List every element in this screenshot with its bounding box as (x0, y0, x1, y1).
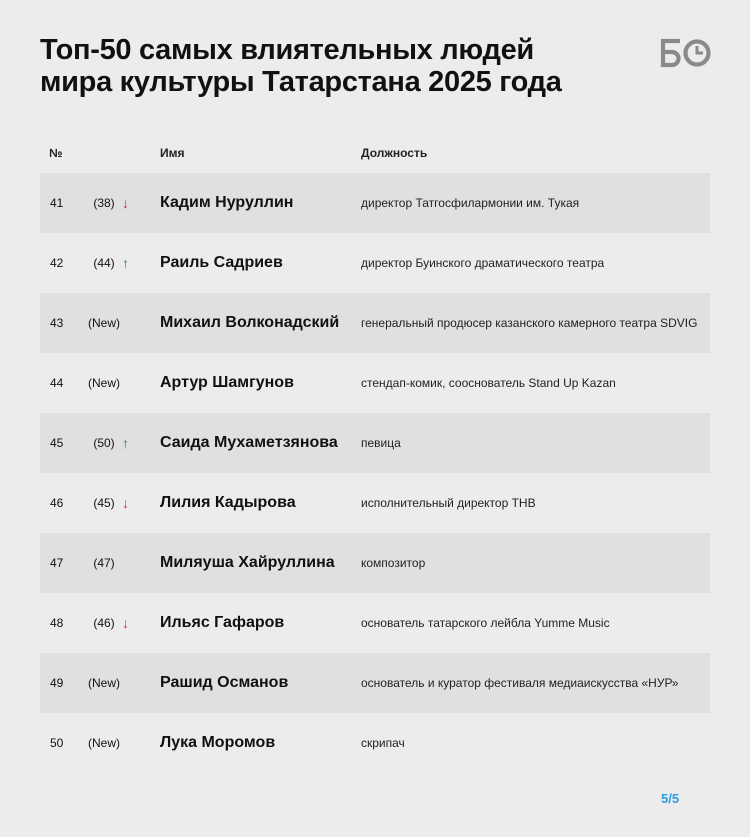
person-position: основатель и куратор фестиваля медиаискусства «НУР» (361, 676, 679, 690)
person-position: певица (361, 436, 401, 450)
rank-number: 50 (50, 736, 64, 750)
person-position: исполнительный директор ТНВ (361, 496, 536, 510)
previous-rank: (46) (93, 616, 115, 630)
person-position: композитор (361, 556, 426, 570)
header-position: Должность (361, 146, 428, 160)
table-row (40, 653, 710, 713)
previous-rank: (50) (93, 436, 115, 450)
bo-logo (660, 38, 712, 68)
trend-up-icon: ↑ (122, 435, 129, 451)
rank-number: 41 (50, 196, 64, 210)
person-position: скрипач (361, 736, 405, 750)
rank-number: 47 (50, 556, 64, 570)
rank-number: 43 (50, 316, 64, 330)
title-line-2: мира культуры Татарстана 2025 года (40, 66, 562, 98)
table-row (40, 353, 710, 413)
page-title (40, 34, 640, 98)
rank-number: 46 (50, 496, 64, 510)
trend-down-icon: ↓ (122, 195, 129, 211)
table-row (40, 233, 710, 293)
person-name: Михаил Волконадский (160, 314, 340, 331)
rank-number: 42 (50, 256, 64, 270)
table-row (40, 473, 710, 533)
person-name: Миляуша Хайруллина (160, 554, 335, 571)
previous-rank: (New) (88, 676, 120, 690)
table-row (40, 293, 710, 353)
trend-down-icon: ↓ (122, 495, 129, 511)
person-name: Рашид Османов (160, 674, 289, 691)
person-name: Саида Мухаметзянова (160, 434, 338, 451)
person-position: основатель татарского лейбла Yumme Music (361, 616, 610, 630)
previous-rank: (New) (88, 376, 120, 390)
table-row (40, 413, 710, 473)
person-name: Кадим Нуруллин (160, 194, 294, 211)
table-row (40, 713, 710, 773)
table-header (40, 146, 710, 162)
person-position: генеральный продюсер казанского камерного театра SDVIG (361, 316, 698, 330)
person-name: Артур Шамгунов (160, 374, 294, 391)
title-line-1: Топ-50 самых влиятельных людей (40, 34, 534, 66)
previous-rank: (45) (93, 496, 115, 510)
person-name: Ильяс Гафаров (160, 614, 285, 631)
previous-rank: (47) (93, 556, 115, 570)
person-position: стендап-комик, сооснователь Stand Up Kazan (361, 376, 616, 390)
table-row (40, 593, 710, 653)
page-indicator: 5/5 (661, 791, 680, 806)
header-number: № (49, 146, 63, 160)
previous-rank: (44) (93, 256, 115, 270)
previous-rank: (New) (88, 316, 120, 330)
person-position: директор Татгосфилармонии им. Тукая (361, 196, 580, 210)
person-position: директор Буинского драматического театра (361, 256, 605, 270)
previous-rank: (38) (93, 196, 115, 210)
rank-number: 49 (50, 676, 64, 690)
person-name: Лилия Кадырова (160, 494, 296, 511)
person-name: Лука Моромов (160, 734, 276, 751)
table-row (40, 533, 710, 593)
ranking-table (40, 173, 710, 773)
trend-up-icon: ↑ (122, 255, 129, 271)
table-row (40, 173, 710, 233)
trend-down-icon: ↓ (122, 615, 129, 631)
person-name: Раиль Садриев (160, 254, 283, 271)
header-name: Имя (160, 146, 185, 160)
rank-number: 45 (50, 436, 64, 450)
previous-rank: (New) (88, 736, 120, 750)
rank-number: 44 (50, 376, 64, 390)
rank-number: 48 (50, 616, 64, 630)
